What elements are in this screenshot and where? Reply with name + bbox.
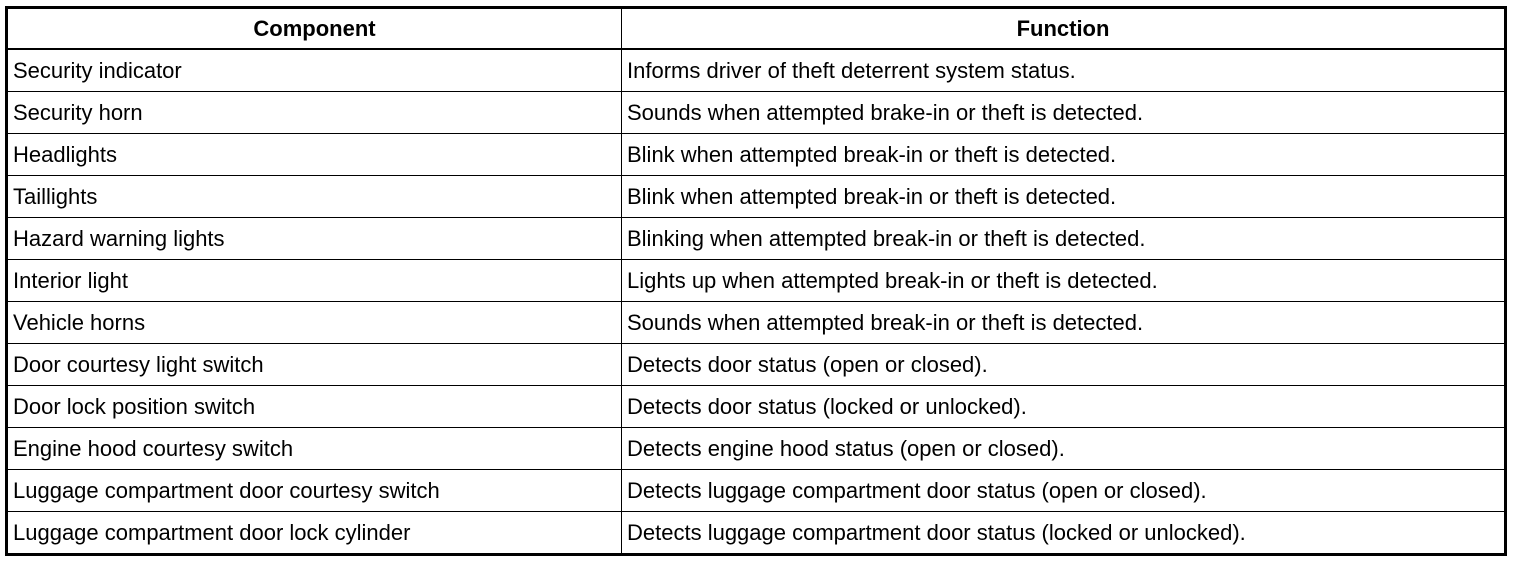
component-function-table-wrapper: [5, 6, 1507, 556]
header-row: [7, 8, 1506, 50]
function-cell: Detects luggage compartment door status (open or closed).: [622, 470, 1506, 512]
component-cell: Security indicator: [7, 49, 622, 92]
function-cell: Detects door status (locked or unlocked).: [622, 386, 1506, 428]
header-function: Function: [622, 8, 1506, 50]
component-cell: Door lock position switch: [7, 386, 622, 428]
table-row: [7, 260, 1506, 302]
table-header: [7, 8, 1506, 50]
function-cell: Detects door status (open or closed).: [622, 344, 1506, 386]
component-function-table: [5, 6, 1507, 556]
header-component: Component: [7, 8, 622, 50]
table-row: [7, 218, 1506, 260]
component-cell: Door courtesy light switch: [7, 344, 622, 386]
table-row: [7, 302, 1506, 344]
table-row: [7, 386, 1506, 428]
function-cell: Lights up when attempted break-in or theft is detected.: [622, 260, 1506, 302]
function-cell: Blinking when attempted break-in or theft is detected.: [622, 218, 1506, 260]
table-row: [7, 428, 1506, 470]
component-cell: Luggage compartment door lock cylinder: [7, 512, 622, 555]
table-row: [7, 134, 1506, 176]
function-cell: Detects luggage compartment door status (locked or unlocked).: [622, 512, 1506, 555]
function-cell: Informs driver of theft deterrent system status.: [622, 49, 1506, 92]
component-cell: Interior light: [7, 260, 622, 302]
table-row: [7, 92, 1506, 134]
table-row: [7, 512, 1506, 555]
table-row: [7, 344, 1506, 386]
function-cell: Sounds when attempted break-in or theft is detected.: [622, 302, 1506, 344]
component-cell: Vehicle horns: [7, 302, 622, 344]
table-body: [7, 49, 1506, 555]
component-cell: Security horn: [7, 92, 622, 134]
table-row: [7, 49, 1506, 92]
table-row: [7, 470, 1506, 512]
function-cell: Sounds when attempted brake-in or theft is detected.: [622, 92, 1506, 134]
component-cell: Taillights: [7, 176, 622, 218]
function-cell: Detects engine hood status (open or closed).: [622, 428, 1506, 470]
component-cell: Headlights: [7, 134, 622, 176]
function-cell: Blink when attempted break-in or theft is detected.: [622, 176, 1506, 218]
table-row: [7, 176, 1506, 218]
function-cell: Blink when attempted break-in or theft is detected.: [622, 134, 1506, 176]
component-cell: Luggage compartment door courtesy switch: [7, 470, 622, 512]
component-cell: Hazard warning lights: [7, 218, 622, 260]
component-cell: Engine hood courtesy switch: [7, 428, 622, 470]
